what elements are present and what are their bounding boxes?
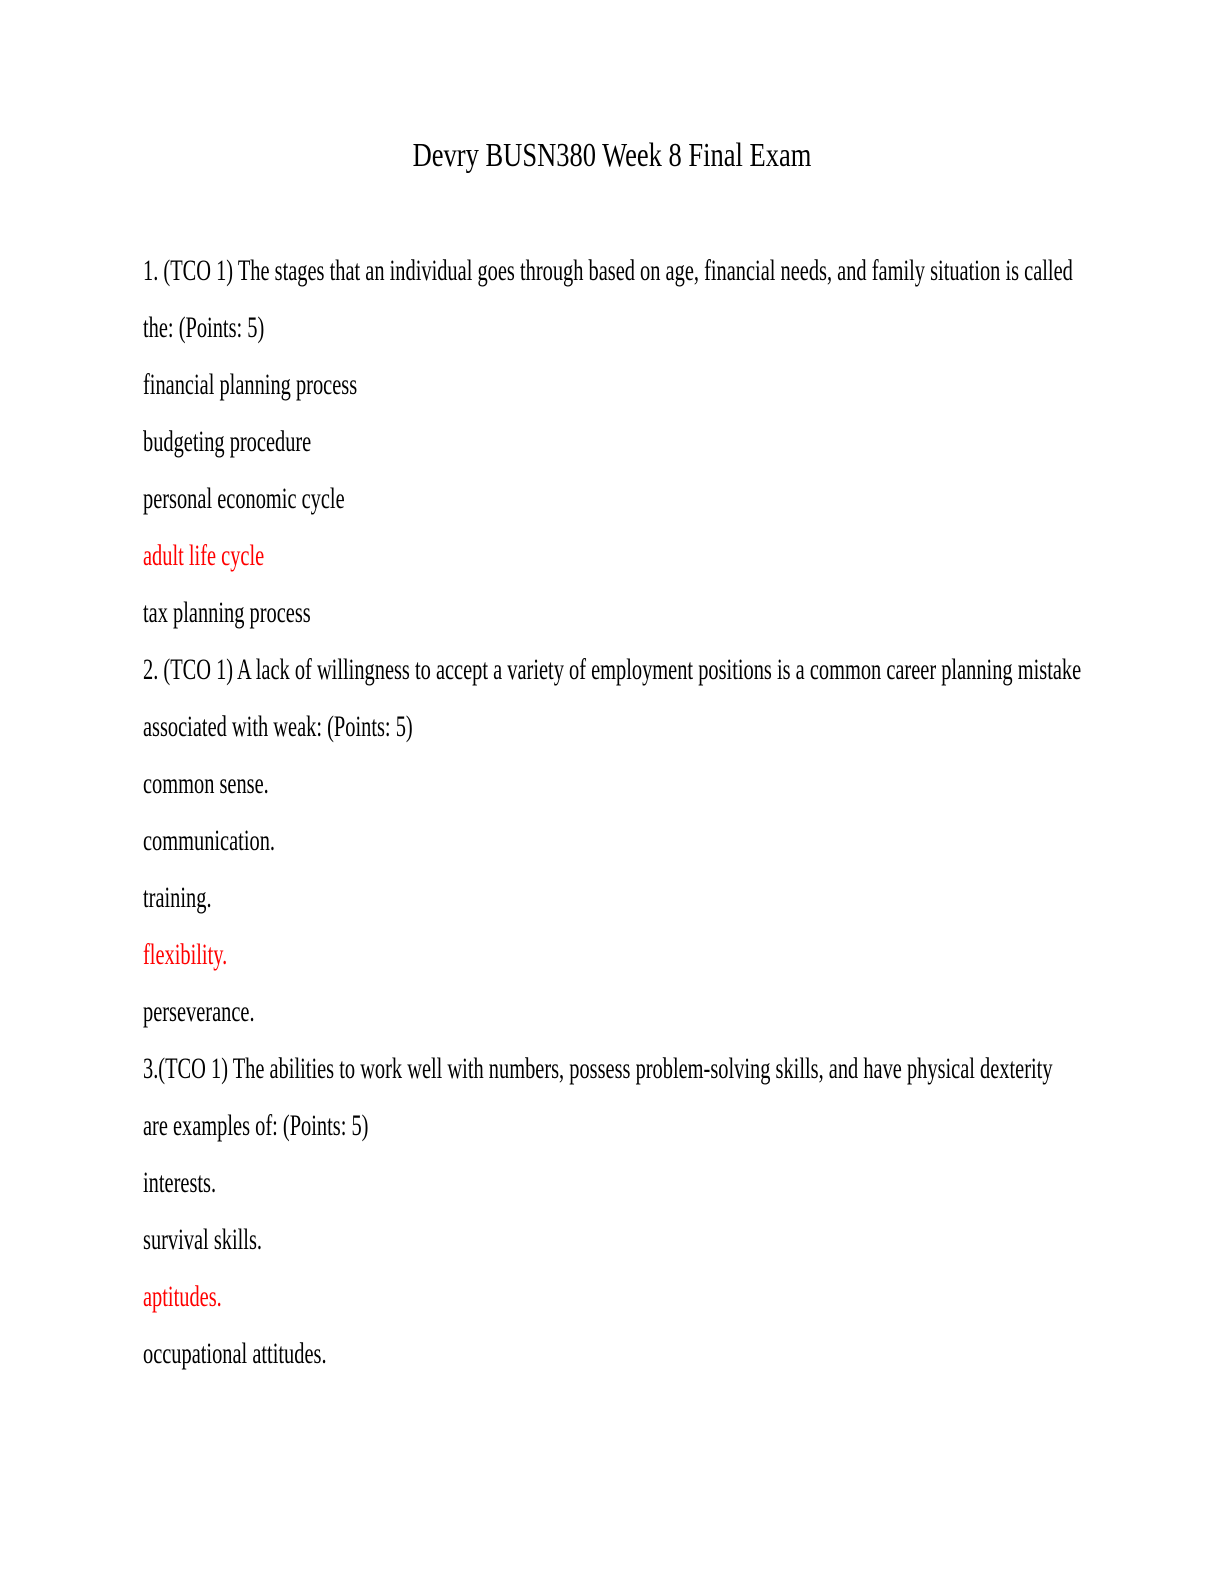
question-3-option-1: interests. (143, 1166, 217, 1199)
question-2-text: 2. (TCO 1) A lack of willingness to accept a variety of employment positions is a common career planning mistake associated with weak: (Points: 5) (143, 653, 1082, 743)
question-2-option-2: communication. (143, 824, 276, 857)
title-container (0, 134, 1224, 178)
question-1-text: 1. (TCO 1) The stages that an individual goes through based on age, financial needs, and family situation is called the: (Points: 5) (143, 254, 1073, 344)
question-2-option-3: training. (143, 881, 212, 914)
question-2-option-1: common sense. (143, 767, 269, 800)
question-3-option-4: occupational attitudes. (143, 1337, 327, 1370)
question-block-3 (143, 1040, 1224, 1382)
document-title: Devry BUSN380 Week 8 Final Exam (412, 137, 812, 174)
question-3-text: 3.(TCO 1) The abilities to work well with numbers, possess problem-solving skills, and have physical dexterity are examples of: (Points: 5) (143, 1052, 1053, 1142)
document-body (0, 242, 1224, 1382)
question-2-option-5: perseverance. (143, 995, 255, 1028)
question-block-1 (143, 242, 1224, 641)
question-1-option-2: budgeting procedure (143, 425, 312, 458)
question-3-option-3-correct-answer: aptitudes. (143, 1280, 222, 1313)
question-2-option-4-correct-answer: flexibility. (143, 938, 228, 971)
question-1-option-5: tax planning process (143, 596, 311, 629)
question-1-option-1: financial planning process (143, 368, 358, 401)
question-3-option-2: survival skills. (143, 1223, 263, 1256)
question-1-option-3: personal economic cycle (143, 482, 345, 515)
question-block-2 (143, 641, 1224, 1040)
question-1-option-4-correct-answer: adult life cycle (143, 539, 265, 572)
